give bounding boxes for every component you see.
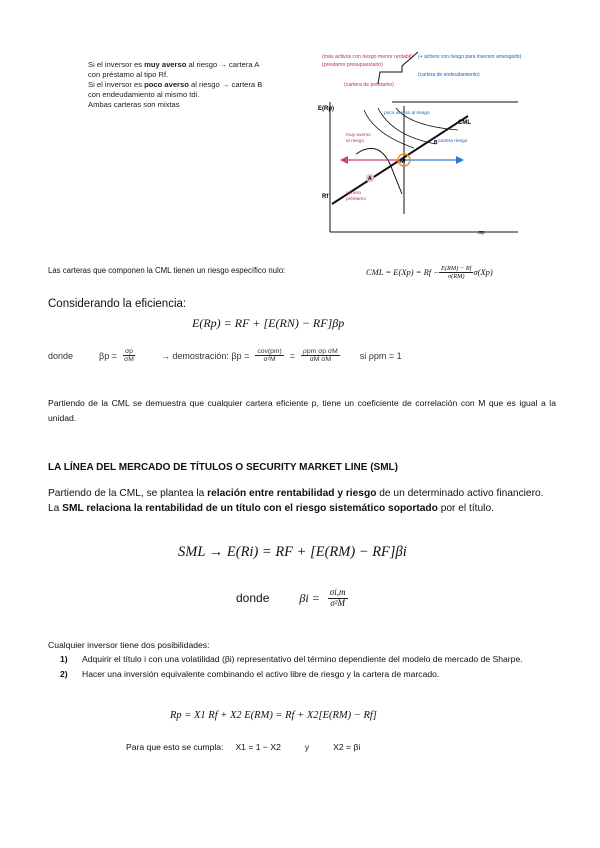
donde1-arrow: → demostración: βp = — [160, 350, 250, 361]
donde1-num3: ρpm σp σM — [303, 348, 338, 355]
list-item — [60, 652, 556, 667]
condition-line — [126, 742, 360, 752]
curve-note-left-1: muy averso — [346, 133, 371, 138]
donde2-beta: βi = — [299, 590, 320, 605]
list-item-text: Adquirir el título i con una volatilidad (βi) representativo del término dependiente del modelo de mercado de Sharpe. — [82, 654, 523, 664]
efficiency-equation: E(Rp) = RF + [E(RN) − RF]βp — [192, 316, 345, 330]
portfolio-equation: Rp = X1 Rf + X2 E(RM) = Rf + X2[E(RM) − Rf] — [170, 710, 377, 721]
para2-d: La — [48, 503, 63, 514]
graph-note-left-1: (más activos con riesgo menor rentabil) — [322, 54, 413, 60]
donde2-label: donde — [236, 591, 270, 606]
graph-note-left-2: (prestamo presupuestario) — [322, 62, 383, 68]
note-l1a: Si el inversor es — [88, 60, 145, 69]
right-arrowhead — [456, 156, 464, 164]
top-notes — [88, 60, 310, 110]
y-axis-label: E(Rp) — [318, 106, 334, 112]
donde1-num2: cov(pm) — [257, 348, 282, 355]
options-list — [60, 652, 556, 682]
cml-formula-tail: σ(Xp) — [473, 267, 493, 277]
curve-note-right: cartera riesgo — [438, 139, 468, 144]
list-item — [60, 667, 556, 682]
note-l4: con endeudamiento al mismo tdi. — [88, 90, 200, 99]
note-l3b: poco averso — [144, 80, 189, 89]
cml-formula — [366, 257, 536, 287]
para-correlation: Partiendo de la CML se demuestra que cualquier cartera eficiente p, tiene un coeficiente de correlación con M que es igual a la unidad. — [48, 398, 556, 423]
sml-equation: SML → E(Ri) = RF + [E(RM) − RF]βi — [178, 544, 407, 560]
cml-formula-lhs: CML = E(Xp) = Rf − — [366, 267, 440, 277]
curve-note-left-2: al riesgo — [346, 139, 365, 144]
note-l3a: Si el inversor es — [88, 80, 145, 89]
graph-note-left-3: (cartera de préstamo) — [344, 82, 394, 88]
graph-note-right-1: (+ activos con riesgo para inversor arriesgado) — [418, 54, 522, 60]
donde2-frac — [328, 588, 348, 609]
investor-intro: Cualquier inversor tiene dos posibilidades: — [48, 640, 210, 650]
donde1-den2: σ²M — [263, 356, 276, 364]
list-item-text: Hacer una inversión equivalente combinando el activo libre de riesgo y la cartera de marcado. — [82, 669, 440, 679]
note-l5: Ambas carteras son mixtas — [88, 100, 180, 109]
cond-d: X2 = βi — [333, 742, 361, 752]
donde2-den: σ²M — [330, 597, 345, 608]
donde1-beta: βp = — [99, 350, 117, 361]
b-label: B — [434, 140, 438, 146]
cml-formula-num: E(RM) − Rf — [441, 264, 472, 272]
left-arrowhead — [340, 156, 348, 164]
donde1-den3: σM σM — [309, 356, 332, 364]
para2-a: Partiendo de la CML, se plantea la — [48, 488, 208, 499]
frontier-curve — [356, 148, 402, 194]
cml-intro: Las carteras que componen la CML tienen un riesgo específico nulo: — [48, 266, 286, 275]
efficiency-heading: Considerando la eficiencia: — [48, 298, 187, 310]
cond-c: y — [304, 742, 310, 752]
cond-a: Para que esto se cumpla: — [126, 742, 224, 752]
curve-note-top: poco averso al riesgo — [384, 111, 430, 116]
list-item-number: 2) — [60, 669, 68, 679]
note-l1c: al riesgo → cartera A — [186, 60, 260, 69]
cml-formula-frac — [439, 265, 473, 280]
donde1-den: σM — [124, 356, 134, 364]
beta-i-definition — [236, 588, 348, 609]
cond-b: X1 = 1 − X2 — [235, 742, 281, 752]
donde2-num: σi,m — [329, 587, 346, 597]
cml-formula-den: σ(RM) — [447, 272, 465, 280]
graph-note-right-2: (cartera de endeudamiento) — [418, 72, 480, 78]
para2-e: SML relaciona la rentabilidad de un título con el riesgo sistemático soportado — [62, 503, 438, 514]
sml-heading: LA LÍNEA DEL MERCADO DE TÍTULOS O SECURITY MARKET LINE (SML) — [48, 462, 398, 473]
curve-note-bottom-2: préstamo — [346, 197, 366, 202]
donde1-frac2 — [255, 348, 283, 364]
para2-c: de un determinado activo financiero. — [376, 488, 544, 499]
note-l3c: al riesgo → cartera B — [188, 80, 263, 89]
m-label: M — [400, 159, 405, 165]
cml-label: CML — [458, 120, 471, 126]
note-l2: con préstamo al tipo Rf. — [88, 70, 169, 79]
note-l1b: muy averso — [144, 60, 187, 69]
donde1-cond: si ρpm = 1 — [359, 350, 402, 361]
a-label: A — [368, 176, 372, 182]
curve-note-bottom-1: cartera — [346, 191, 361, 196]
donde1-label: donde — [48, 350, 74, 361]
cml-graph — [318, 44, 523, 240]
donde1-eq: = — [289, 350, 296, 361]
list-item-number: 1) — [60, 654, 68, 664]
x-axis-label: σp — [478, 230, 485, 236]
rf-label: Rf — [322, 194, 329, 200]
para-sml — [48, 486, 556, 516]
para2-b: relación entre rentabilidad y riesgo — [207, 488, 377, 499]
donde1-frac1 — [123, 348, 135, 364]
para2-f: por el título. — [437, 503, 494, 514]
donde1-frac3 — [301, 348, 340, 364]
donde1-num: σp — [124, 348, 133, 355]
beta-definition — [48, 348, 402, 364]
